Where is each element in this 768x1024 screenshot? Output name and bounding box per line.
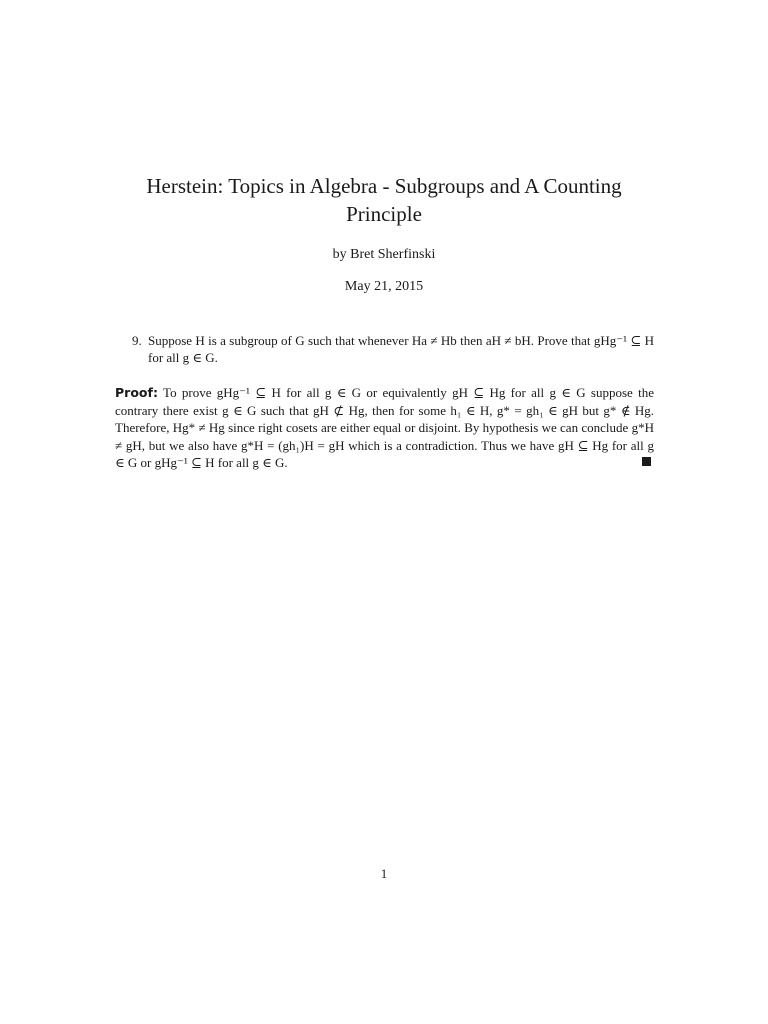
proof-text: To prove gHg⁻¹ ⊆ H for all g ∈ G or equivalently gH ⊆ Hg for all g ∈ G suppose the contrary there exist g ∈ G such that gH ⊄ Hg, then for some h₁ ∈ H, g* = gh₁ ∈ gH but g* ∉ Hg. Therefore, Hg* ≠ Hg since right cosets are either equal or disjoint. By hypothesis we can conclude g*H ≠ gH, but we also have g*H = (gh₁)H = gH which is a contradiction. Thus we have gH ⊆ Hg for all g ∈ G or gHg⁻¹ ⊆ H for all g ∈ G. [115,385,654,470]
proof-label: Proof: [115,385,158,400]
problem-number: 9. [132,333,142,348]
proof-block [115,384,654,472]
page-number: 1 [380,866,388,881]
author-line: by Bret Sherfinski [332,247,436,262]
document-date: May 21, 2015 [344,279,424,294]
problem-statement: Suppose H is a subgroup of G such that whenever Ha ≠ Hb then aH ≠ bH. Prove that gHg⁻¹ ⊆ H for all g ∈ G. [148,333,654,365]
document-title: Herstein: Topics in Algebra - Subgroups and A Counting Principle [146,174,622,226]
qed-square-icon [642,457,651,466]
problem-item [132,332,654,366]
